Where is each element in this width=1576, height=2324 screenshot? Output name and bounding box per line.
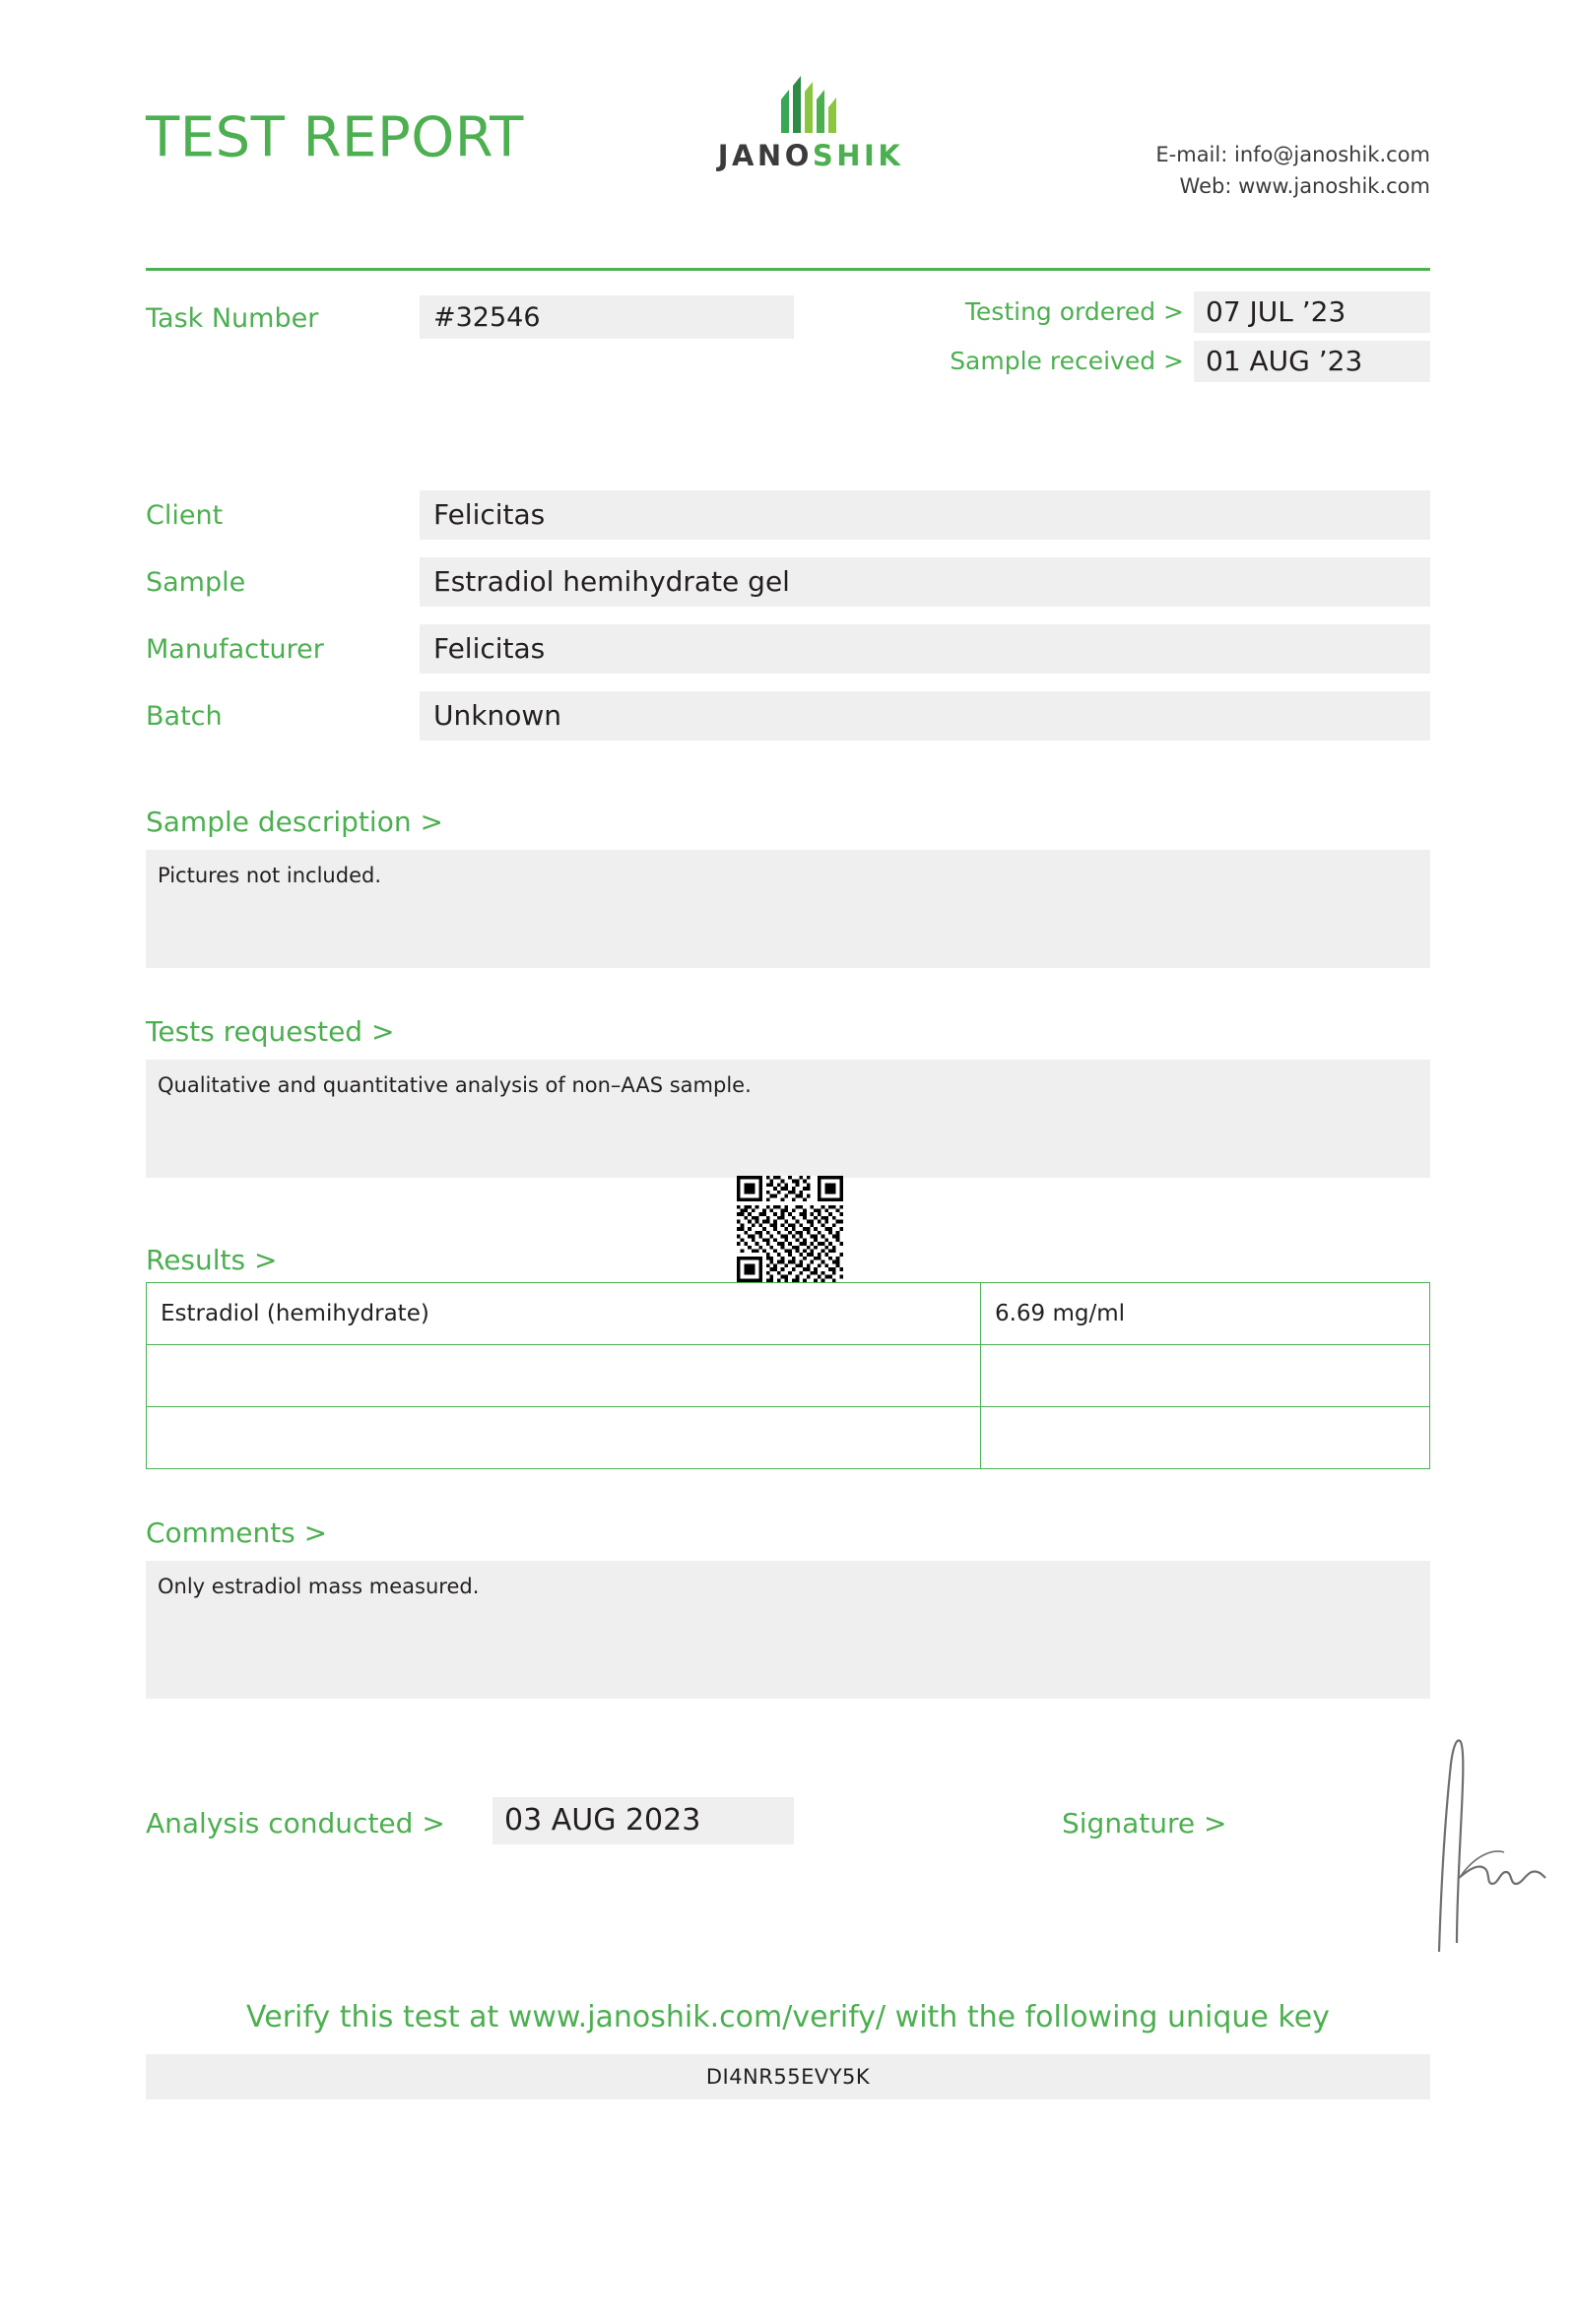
info-value-client: Felicitas xyxy=(420,490,1430,540)
signature-row xyxy=(146,1750,1430,1976)
logo-text-green: SHIK xyxy=(812,139,904,172)
analysis-conducted-label: Analysis conducted > xyxy=(146,1807,445,1840)
info-row-client xyxy=(146,490,1430,557)
info-label-client: Client xyxy=(146,500,224,531)
results-title: Results > xyxy=(146,1244,278,1276)
info-row-manufacturer xyxy=(146,624,1430,691)
testing-ordered-row xyxy=(879,291,1430,341)
info-value-manufacturer: Felicitas xyxy=(420,624,1430,674)
testing-ordered-value: 07 JUL ’23 xyxy=(1194,291,1430,333)
tests-requested-title: Tests requested > xyxy=(146,1015,395,1048)
info-value-batch: Unknown xyxy=(420,691,1430,741)
result-value-1 xyxy=(980,1345,1429,1407)
task-row xyxy=(146,295,1430,404)
logo-text-dark: JANO xyxy=(717,139,813,172)
info-row-sample xyxy=(146,557,1430,624)
results-header xyxy=(146,1217,1430,1276)
result-name-2 xyxy=(147,1407,981,1469)
comments-box: Only estradiol mass measured. xyxy=(146,1561,1430,1699)
result-name-0: Estradiol (hemihydrate) xyxy=(147,1283,981,1345)
analysis-conducted-value: 03 AUG 2023 xyxy=(492,1797,794,1844)
unique-key-box: DI4NR55EVY5K xyxy=(146,2054,1430,2099)
sample-description-title: Sample description > xyxy=(146,806,443,838)
info-table xyxy=(146,490,1430,758)
task-number-label: Task Number xyxy=(146,303,319,334)
table-row xyxy=(147,1283,1430,1345)
comments-title: Comments > xyxy=(146,1517,328,1549)
tests-requested-box: Qualitative and quantitative analysis of non–AAS sample. xyxy=(146,1060,1430,1178)
info-label-sample: Sample xyxy=(146,567,246,598)
sample-received-row xyxy=(879,341,1430,390)
result-name-1 xyxy=(147,1345,981,1407)
sample-received-value: 01 AUG ’23 xyxy=(1194,341,1430,382)
sample-received-label: Sample received > xyxy=(950,347,1184,375)
qr-code-icon xyxy=(737,1176,843,1282)
page-title: TEST REPORT xyxy=(146,105,524,170)
table-row xyxy=(147,1345,1430,1407)
result-value-2 xyxy=(980,1407,1429,1469)
verify-text: Verify this test at www.janoshik.com/verify/ with the following unique key xyxy=(246,2000,1330,2034)
sample-description-box: Pictures not included. xyxy=(146,850,1430,968)
contact-web: Web: www.janoshik.com xyxy=(1179,173,1430,198)
info-label-batch: Batch xyxy=(146,701,223,732)
signature-icon xyxy=(1402,1730,1576,1957)
results-table xyxy=(146,1282,1430,1469)
result-value-0: 6.69 mg/ml xyxy=(980,1283,1429,1345)
signature-label: Signature > xyxy=(1062,1807,1227,1840)
info-label-manufacturer: Manufacturer xyxy=(146,634,324,665)
dates-block xyxy=(879,291,1430,390)
report-body xyxy=(146,0,1430,2099)
testing-ordered-label: Testing ordered > xyxy=(964,297,1184,326)
info-row-batch xyxy=(146,691,1430,758)
info-value-sample: Estradiol hemihydrate gel xyxy=(420,557,1430,607)
contact-email: E-mail: info@janoshik.com xyxy=(1155,143,1430,166)
task-number-value: #32546 xyxy=(420,295,794,339)
table-row xyxy=(147,1407,1430,1469)
